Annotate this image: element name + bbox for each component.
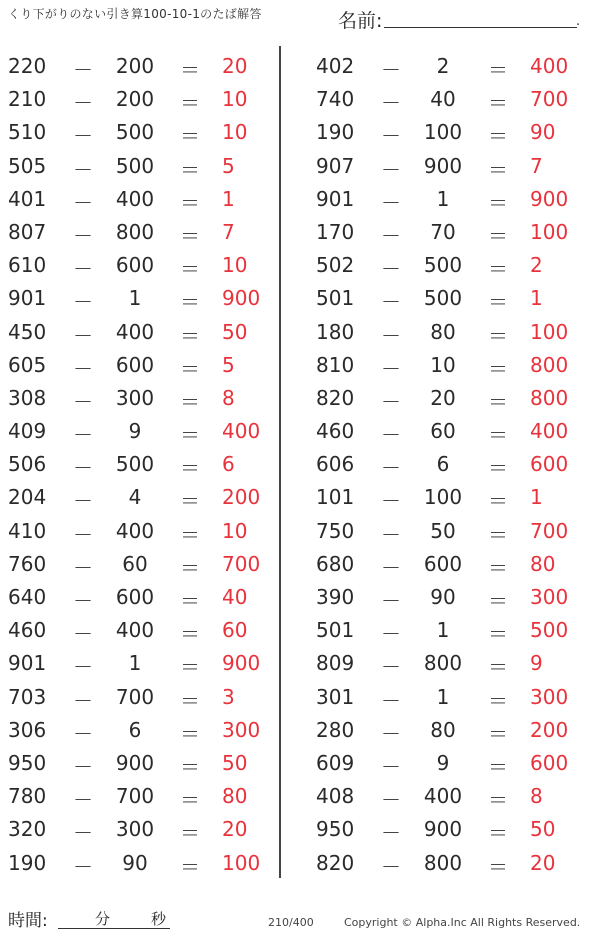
minus-sign: － [73, 124, 93, 149]
equals-sign: ＝ [180, 323, 200, 348]
minus-sign: － [73, 622, 93, 647]
minus-sign: － [73, 655, 93, 680]
equals-sign: ＝ [180, 58, 200, 82]
minuend: 609 [316, 750, 355, 775]
subtrahend: 90 [430, 585, 456, 609]
answer: 50 [222, 319, 248, 344]
minus-sign: － [381, 223, 401, 248]
subtrahend: 200 [115, 54, 155, 78]
minuend: 450 [8, 319, 47, 344]
subtrahend: 800 [423, 651, 463, 676]
subtrahend: 300 [115, 817, 155, 842]
equals-sign: ＝ [180, 655, 200, 680]
equals-sign: ＝ [180, 721, 200, 746]
equals-sign: ＝ [488, 323, 508, 348]
minus-sign: － [73, 555, 93, 580]
minuend: 807 [8, 219, 47, 244]
subtrahend: 800 [115, 219, 155, 244]
minus-sign: － [73, 157, 93, 182]
minus-sign: － [73, 91, 93, 116]
subtrahend: 700 [115, 684, 155, 709]
minus-sign: － [381, 555, 401, 580]
minuend: 390 [316, 585, 355, 609]
minuend: 820 [316, 850, 355, 875]
equals-sign: ＝ [180, 157, 200, 182]
minuend: 703 [8, 684, 47, 709]
equals-sign: ＝ [180, 589, 200, 613]
equals-sign: ＝ [180, 190, 200, 215]
worksheet-title: くり下がりのない引き算100-10-1のたば解答 [8, 7, 262, 21]
answer: 300 [222, 717, 261, 742]
minus-sign: － [73, 522, 93, 547]
minuend: 809 [316, 651, 355, 676]
minus-sign: － [73, 721, 93, 746]
subtrahend: 90 [122, 850, 148, 875]
subtrahend: 50 [430, 518, 456, 543]
minus-sign: － [73, 456, 93, 481]
answer: 400 [222, 419, 261, 444]
minus-sign: － [73, 257, 93, 282]
minuend: 810 [316, 352, 355, 377]
minuend: 280 [316, 717, 355, 742]
equals-sign: ＝ [488, 821, 508, 846]
equals-sign: ＝ [488, 655, 508, 680]
answer: 300 [530, 585, 569, 609]
subtrahend: 600 [115, 585, 155, 609]
equals-sign: ＝ [180, 290, 200, 315]
equals-sign: ＝ [180, 423, 200, 448]
equals-sign: ＝ [488, 788, 508, 813]
copyright-notice: Copyright © Alpha.Inc All Rights Reserved. [344, 916, 581, 929]
answer: 300 [530, 684, 569, 709]
subtrahend: 6 [436, 452, 450, 477]
minus-sign: － [381, 655, 401, 680]
minuend: 402 [316, 54, 355, 78]
minus-sign: － [73, 423, 93, 448]
subtrahend: 900 [115, 750, 155, 775]
subtrahend: 100 [423, 485, 463, 510]
answer: 800 [530, 352, 569, 377]
subtrahend: 600 [115, 352, 155, 377]
subtrahend: 6 [128, 717, 142, 742]
subtrahend: 1 [436, 186, 450, 211]
subtrahend: 400 [115, 319, 155, 344]
subtrahend: 2 [436, 54, 450, 78]
equals-sign: ＝ [488, 157, 508, 182]
minuend: 502 [316, 253, 355, 278]
answer: 900 [530, 186, 569, 211]
answer: 2 [530, 253, 543, 278]
minus-sign: － [381, 124, 401, 149]
minus-sign: － [73, 688, 93, 713]
answer: 40 [222, 585, 248, 609]
equals-sign: ＝ [488, 721, 508, 746]
minuend: 907 [316, 153, 355, 178]
name-underline [384, 27, 577, 28]
minus-sign: － [73, 754, 93, 779]
answer: 20 [222, 54, 248, 78]
subtrahend: 700 [115, 784, 155, 809]
minus-sign: － [381, 622, 401, 647]
subtrahend: 1 [436, 618, 450, 643]
answer: 800 [530, 385, 569, 410]
minus-sign: － [381, 456, 401, 481]
subtrahend: 400 [423, 784, 463, 809]
equals-sign: ＝ [488, 356, 508, 381]
minuend: 301 [316, 684, 355, 709]
answer: 10 [222, 253, 248, 278]
minuend: 501 [316, 286, 355, 311]
equals-sign: ＝ [488, 223, 508, 248]
minuend: 408 [316, 784, 355, 809]
subtrahend: 500 [115, 153, 155, 178]
subtrahend: 9 [128, 419, 142, 444]
minuend: 210 [8, 87, 47, 112]
equals-sign: ＝ [488, 522, 508, 547]
minus-sign: － [73, 356, 93, 381]
subtrahend: 100 [423, 120, 463, 145]
subtrahend: 4 [128, 485, 142, 510]
minuend: 220 [8, 54, 47, 78]
answer: 1 [530, 286, 543, 311]
minuend: 740 [316, 87, 355, 112]
equals-sign: ＝ [180, 754, 200, 779]
answer: 200 [530, 717, 569, 742]
minuend: 510 [8, 120, 47, 145]
equals-sign: ＝ [180, 257, 200, 282]
minus-sign: － [381, 290, 401, 315]
equals-sign: ＝ [180, 389, 200, 414]
answer: 900 [222, 651, 261, 676]
minus-sign: － [73, 290, 93, 315]
answer: 100 [530, 319, 569, 344]
answer: 80 [530, 551, 556, 576]
subtrahend: 500 [115, 120, 155, 145]
minuend: 308 [8, 385, 47, 410]
minus-sign: － [73, 821, 93, 846]
minuend: 901 [8, 286, 47, 311]
minuend: 320 [8, 817, 47, 842]
answer: 50 [530, 817, 556, 842]
minutes-label: 分 [95, 910, 111, 928]
minus-sign: － [381, 489, 401, 514]
equals-sign: ＝ [488, 58, 508, 82]
answer: 3 [222, 684, 235, 709]
equals-sign: ＝ [488, 257, 508, 282]
equals-sign: ＝ [180, 456, 200, 481]
answer: 50 [222, 750, 248, 775]
answer: 1 [222, 186, 235, 211]
subtrahend: 80 [430, 319, 456, 344]
minuend: 640 [8, 585, 47, 609]
answer: 100 [222, 850, 261, 875]
subtrahend: 200 [115, 87, 155, 112]
minus-sign: － [381, 190, 401, 215]
minus-sign: － [73, 389, 93, 414]
minuend: 901 [316, 186, 355, 211]
minuend: 820 [316, 385, 355, 410]
subtrahend: 1 [436, 684, 450, 709]
answer: 1 [530, 485, 543, 510]
equals-sign: ＝ [180, 788, 200, 813]
column-divider [279, 46, 281, 878]
answer: 9 [530, 651, 543, 676]
minus-sign: － [381, 91, 401, 116]
minus-sign: － [381, 423, 401, 448]
answer: 700 [530, 87, 569, 112]
answer: 600 [530, 750, 569, 775]
equals-sign: ＝ [488, 124, 508, 149]
minuend: 501 [316, 618, 355, 643]
equals-sign: ＝ [180, 91, 200, 116]
equals-sign: ＝ [180, 555, 200, 580]
equals-sign: ＝ [180, 522, 200, 547]
equals-sign: ＝ [180, 622, 200, 647]
minuend: 950 [316, 817, 355, 842]
answer: 80 [222, 784, 248, 809]
equals-sign: ＝ [488, 190, 508, 215]
subtrahend: 900 [423, 817, 463, 842]
page-number: 210/400 [268, 916, 314, 929]
minus-sign: － [381, 157, 401, 182]
minus-sign: － [381, 589, 401, 613]
subtrahend: 600 [423, 551, 463, 576]
name-label: 名前: [338, 10, 383, 32]
equals-sign: ＝ [180, 489, 200, 514]
answer: 60 [222, 618, 248, 643]
answer: 8 [222, 385, 235, 410]
minus-sign: － [73, 323, 93, 348]
equals-sign: ＝ [488, 589, 508, 613]
answer: 10 [222, 518, 248, 543]
subtrahend: 400 [115, 186, 155, 211]
answer: 20 [222, 817, 248, 842]
subtrahend: 500 [423, 253, 463, 278]
minuend: 410 [8, 518, 47, 543]
answer: 10 [222, 87, 248, 112]
minuend: 606 [316, 452, 355, 477]
minuend: 950 [8, 750, 47, 775]
subtrahend: 400 [115, 518, 155, 543]
minuend: 750 [316, 518, 355, 543]
name-suffix: . [576, 14, 581, 29]
answer: 20 [530, 850, 556, 875]
equals-sign: ＝ [488, 622, 508, 647]
subtrahend: 60 [430, 419, 456, 444]
minuend: 190 [8, 850, 47, 875]
minus-sign: － [73, 223, 93, 248]
equals-sign: ＝ [180, 688, 200, 713]
answer: 100 [530, 219, 569, 244]
minus-sign: － [381, 389, 401, 414]
minuend: 401 [8, 186, 47, 211]
minus-sign: － [73, 190, 93, 215]
subtrahend: 1 [128, 651, 142, 676]
equals-sign: ＝ [180, 356, 200, 381]
answer: 500 [530, 618, 569, 643]
equals-sign: ＝ [488, 555, 508, 580]
minus-sign: － [381, 854, 401, 879]
minus-sign: － [73, 58, 93, 82]
minuend: 409 [8, 419, 47, 444]
answer: 7 [530, 153, 543, 178]
minuend: 170 [316, 219, 355, 244]
minus-sign: － [381, 522, 401, 547]
subtrahend: 500 [115, 452, 155, 477]
equals-sign: ＝ [488, 456, 508, 481]
subtrahend: 300 [115, 385, 155, 410]
minuend: 101 [316, 485, 355, 510]
answer: 600 [530, 452, 569, 477]
answer: 400 [530, 54, 569, 78]
equals-sign: ＝ [180, 124, 200, 149]
subtrahend: 10 [430, 352, 456, 377]
equals-sign: ＝ [180, 854, 200, 879]
time-label: 時間: [8, 911, 48, 931]
subtrahend: 40 [430, 87, 456, 112]
minus-sign: － [381, 323, 401, 348]
minuend: 460 [8, 618, 47, 643]
minus-sign: － [381, 58, 401, 82]
minus-sign: － [381, 754, 401, 779]
answer: 5 [222, 352, 235, 377]
answer: 10 [222, 120, 248, 145]
answer: 5 [222, 153, 235, 178]
subtrahend: 500 [423, 286, 463, 311]
equals-sign: ＝ [180, 821, 200, 846]
minuend: 306 [8, 717, 47, 742]
subtrahend: 600 [115, 253, 155, 278]
minus-sign: － [73, 788, 93, 813]
answer: 8 [530, 784, 543, 809]
minus-sign: － [381, 721, 401, 746]
minuend: 610 [8, 253, 47, 278]
subtrahend: 80 [430, 717, 456, 742]
minus-sign: － [381, 356, 401, 381]
answer: 90 [530, 120, 556, 145]
minuend: 760 [8, 551, 47, 576]
answer: 400 [530, 419, 569, 444]
equals-sign: ＝ [488, 854, 508, 879]
equals-sign: ＝ [488, 423, 508, 448]
minus-sign: － [73, 589, 93, 613]
minus-sign: － [381, 257, 401, 282]
answer: 700 [222, 551, 261, 576]
answer: 900 [222, 286, 261, 311]
minuend: 506 [8, 452, 47, 477]
answer: 6 [222, 452, 235, 477]
minuend: 190 [316, 120, 355, 145]
answer: 200 [222, 485, 261, 510]
equals-sign: ＝ [488, 688, 508, 713]
subtrahend: 9 [436, 750, 450, 775]
subtrahend: 900 [423, 153, 463, 178]
answer: 700 [530, 518, 569, 543]
subtrahend: 60 [122, 551, 148, 576]
subtrahend: 400 [115, 618, 155, 643]
equals-sign: ＝ [488, 389, 508, 414]
equals-sign: ＝ [488, 91, 508, 116]
minus-sign: － [381, 788, 401, 813]
minus-sign: － [73, 489, 93, 514]
answer: 7 [222, 219, 235, 244]
subtrahend: 1 [128, 286, 142, 311]
equals-sign: ＝ [488, 290, 508, 315]
equals-sign: ＝ [180, 223, 200, 248]
minuend: 605 [8, 352, 47, 377]
minuend: 505 [8, 153, 47, 178]
minus-sign: － [381, 821, 401, 846]
minus-sign: － [381, 688, 401, 713]
subtrahend: 70 [430, 219, 456, 244]
minuend: 901 [8, 651, 47, 676]
minus-sign: － [73, 854, 93, 879]
equals-sign: ＝ [488, 754, 508, 779]
subtrahend: 20 [430, 385, 456, 410]
minuend: 460 [316, 419, 355, 444]
equals-sign: ＝ [488, 489, 508, 514]
subtrahend: 800 [423, 850, 463, 875]
minuend: 204 [8, 485, 47, 510]
minuend: 780 [8, 784, 47, 809]
minuend: 180 [316, 319, 355, 344]
minuend: 680 [316, 551, 355, 576]
seconds-label: 秒 [151, 910, 167, 928]
